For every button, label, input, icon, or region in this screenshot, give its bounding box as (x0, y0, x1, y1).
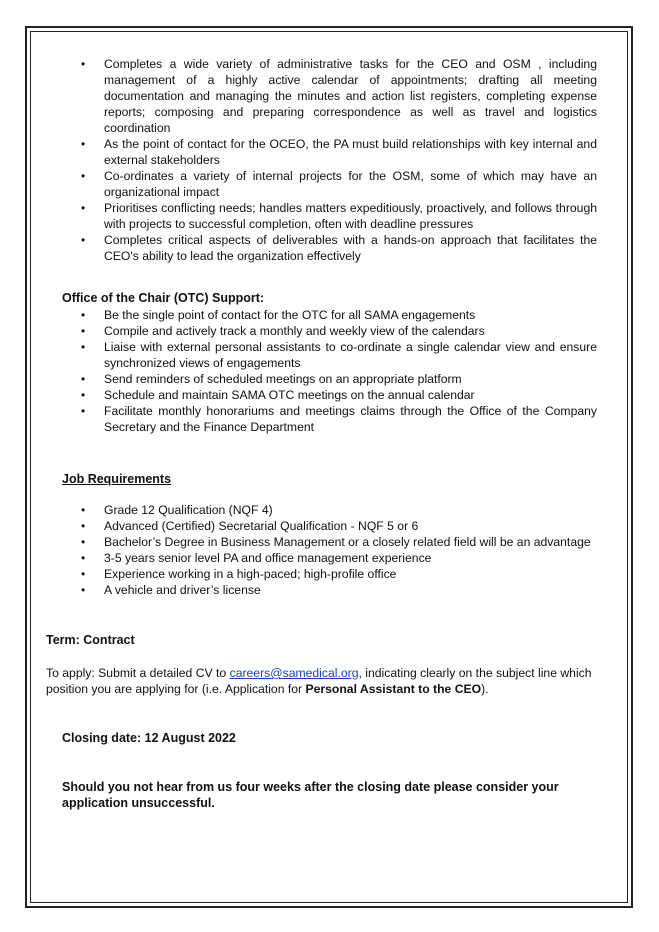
bullet-icon: • (81, 503, 86, 517)
bullet-icon: • (81, 233, 86, 247)
position-title: Personal Assistant to the CEO (305, 682, 482, 696)
bullet-icon: • (81, 551, 86, 565)
apply-suffix: ). (481, 682, 489, 696)
list-item: • Be the single point of contact for the OTC for all SAMA engagements (81, 308, 476, 322)
duties-list (80, 56, 597, 264)
bullet-icon: • (81, 519, 86, 533)
list-item: • Grade 12 Qualification (NQF 4) (81, 503, 273, 517)
bullet-icon: • (81, 324, 86, 338)
list-item: • Co-ordinates a variety of internal projects for the OSM, some of which may have an organizational impact (81, 169, 597, 199)
bullet-icon: • (81, 201, 86, 215)
list-item: • Facilitate monthly honorariums and meetings claims through the Office of the Company Secretary and the Finance Department (81, 404, 597, 434)
list-item: • 3-5 years senior level PA and office management experience (81, 551, 432, 565)
apply-paragraph (46, 665, 606, 697)
bullet-icon: • (81, 567, 86, 581)
apply-middle: , indicating clearly on the subject line which position you are applying for (i.e. Application for (46, 666, 592, 696)
list-item: • Completes critical aspects of deliverables with a hands-on approach that facilitates the CEO's ability to lead the organization effectively (81, 233, 597, 263)
otc-heading: Office of the Chair (OTC) Support: (62, 291, 265, 305)
email-link[interactable]: careers@samedical.org (229, 666, 359, 680)
term-heading: Term: Contract (46, 633, 135, 647)
bullet-icon: • (81, 535, 86, 549)
list-item: • Schedule and maintain SAMA OTC meetings on the annual calendar (81, 388, 475, 402)
list-item: • As the point of contact for the OCEO, the PA must build relationships with key internal and external stakeholders (81, 137, 597, 167)
bullet-icon: • (81, 388, 86, 402)
list-item: • Experience working in a high-paced; high-profile office (81, 567, 397, 581)
bullet-icon: • (81, 340, 86, 354)
list-item: • Bachelor’s Degree in Business Management or a closely related field will be an advantage (81, 535, 591, 549)
bullet-icon: • (81, 583, 86, 597)
requirements-list (80, 502, 597, 598)
list-item: • Liaise with external personal assistants to co-ordinate a single calendar view and ensure synchronized views of engagements (81, 340, 597, 370)
list-item: • Send reminders of scheduled meetings on an appropriate platform (81, 372, 462, 386)
list-item: • Completes a wide variety of administrative tasks for the CEO and OSM , including management of a highly active calendar of appointments; drafting all meeting documentation and managing the minutes and action list registers, completing expense reports; composing and preparing correspondence as well as travel and logistics coordination (81, 57, 597, 135)
bullet-icon: • (81, 137, 86, 151)
bullet-icon: • (81, 308, 86, 322)
otc-list (80, 307, 597, 435)
list-item: • Advanced (Certified) Secretarial Qualification - NQF 5 or 6 (81, 519, 419, 533)
requirements-heading: Job Requirements (62, 472, 172, 486)
bullet-icon: • (81, 169, 86, 183)
notice-text: Should you not hear from us four weeks after the closing date please consider your application unsuccessful. (62, 780, 559, 810)
apply-prefix: To apply: Submit a detailed CV to (46, 666, 230, 680)
list-item: • Prioritises conflicting needs; handles matters expeditiously, proactively, and follows through with projects to successful completion, often with deadline pressures (81, 201, 597, 231)
bullet-icon: • (81, 372, 86, 386)
list-item: • Compile and actively track a monthly and weekly view of the calendars (81, 324, 485, 338)
closing-date: Closing date: 12 August 2022 (62, 731, 236, 745)
bullet-icon: • (81, 57, 86, 71)
bullet-icon: • (81, 404, 86, 418)
list-item: • A vehicle and driver’s license (81, 583, 261, 597)
